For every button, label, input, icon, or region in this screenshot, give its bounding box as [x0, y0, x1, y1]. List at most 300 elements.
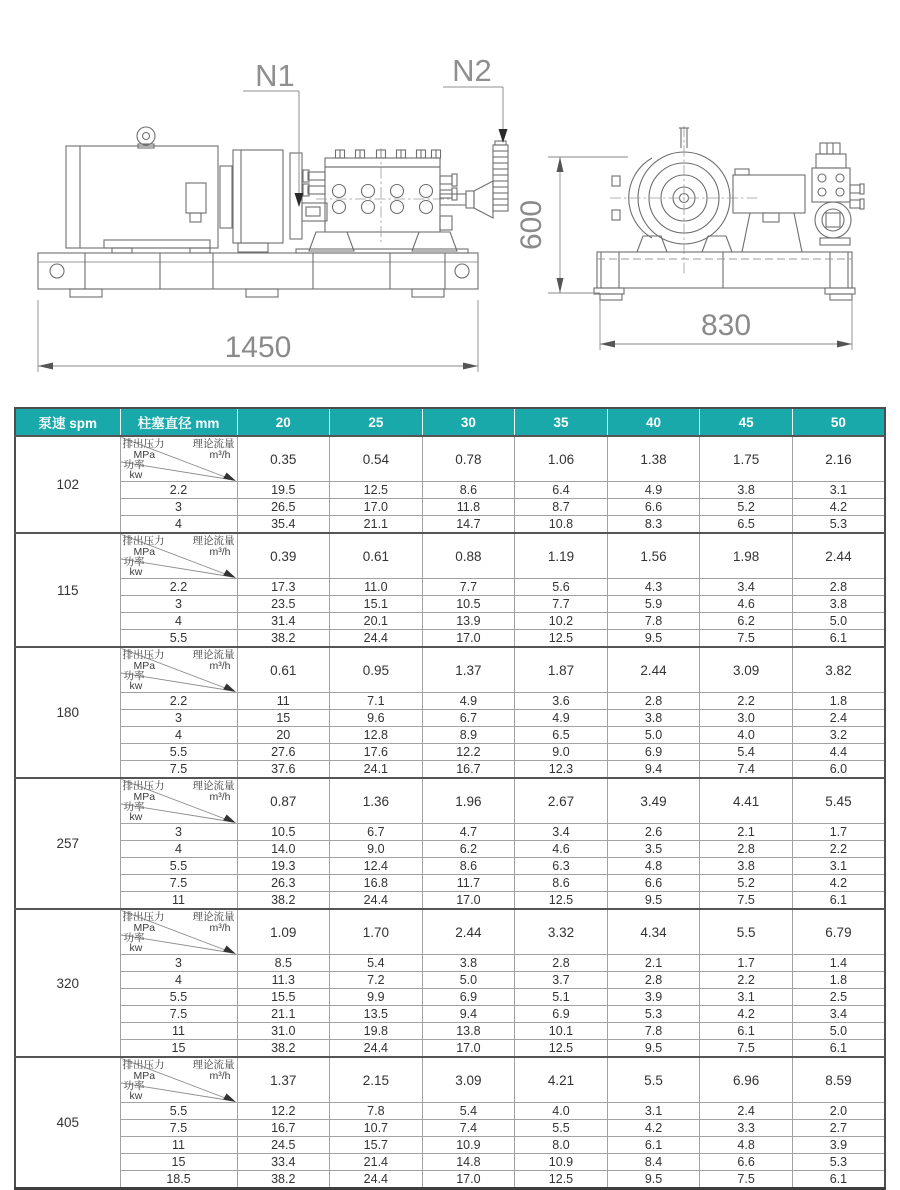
power-row [15, 727, 885, 744]
flow-value-cell: 1.56 [607, 533, 700, 579]
corner-arrow-icon [223, 684, 236, 693]
pressure-value-cell: 7.5 [120, 1120, 237, 1137]
power-value-cell: 7.7 [422, 579, 515, 596]
flow-value-cell: 5.5 [700, 909, 793, 955]
flow-value-cell: 3.09 [700, 647, 793, 693]
power-value-cell: 15.5 [237, 989, 330, 1006]
power-row [15, 1171, 885, 1189]
power-row [15, 1154, 885, 1171]
col-header-diameter: 25 [330, 408, 423, 436]
power-value-cell: 9.4 [422, 1006, 515, 1023]
power-value-cell: 8.6 [422, 858, 515, 875]
flow-label: 理论流量 [192, 649, 235, 661]
pressure-value-cell: 7.5 [120, 875, 237, 892]
power-label: 功率 [123, 459, 145, 471]
power-value-cell: 4.2 [792, 499, 885, 516]
flow-value-cell: 1.75 [700, 436, 793, 482]
power-value-cell: 9.6 [330, 710, 423, 727]
power-value-cell: 6.1 [792, 1171, 885, 1189]
pressure-label: 排出压力 [122, 649, 165, 661]
table-header-row [15, 408, 885, 436]
power-value-cell: 10.1 [515, 1023, 608, 1040]
power-value-cell: 11.7 [422, 875, 515, 892]
power-value-cell: 7.8 [607, 613, 700, 630]
power-value-cell: 7.4 [700, 761, 793, 779]
power-value-cell: 5.2 [700, 499, 793, 516]
power-unit: kw [129, 942, 143, 954]
power-value-cell: 6.2 [700, 613, 793, 630]
pump-speed-cell: 405 [15, 1057, 120, 1189]
pressure-label: 排出压力 [122, 1059, 165, 1071]
power-value-cell: 3.4 [515, 824, 608, 841]
pressure-unit: MPa [133, 1070, 156, 1082]
power-value-cell: 1.7 [700, 955, 793, 972]
flow-value-cell: 3.32 [515, 909, 608, 955]
flow-value-cell: 1.98 [700, 533, 793, 579]
power-value-cell: 38.2 [237, 1040, 330, 1058]
power-value-cell: 6.1 [792, 1040, 885, 1058]
power-value-cell: 9.0 [330, 841, 423, 858]
power-row [15, 693, 885, 710]
flow-label: 理论流量 [192, 780, 235, 792]
pressure-unit: MPa [133, 449, 156, 461]
n2-flange [493, 145, 508, 211]
power-value-cell: 9.5 [607, 1171, 700, 1189]
power-value-cell: 5.5 [515, 1120, 608, 1137]
power-value-cell: 5.9 [607, 596, 700, 613]
col-header-diameter: 30 [422, 408, 515, 436]
power-value-cell: 12.5 [515, 1171, 608, 1189]
col-header-diameter: 20 [237, 408, 330, 436]
power-value-cell: 27.6 [237, 744, 330, 761]
power-value-cell: 33.4 [237, 1154, 330, 1171]
col-header-pump-speed: 泵速 spm [15, 408, 120, 436]
power-value-cell: 12.5 [515, 892, 608, 910]
side-height-dimension [548, 157, 628, 293]
flow-value-cell: 8.59 [792, 1057, 885, 1103]
power-value-cell: 12.4 [330, 858, 423, 875]
pressure-value-cell: 5.5 [120, 1103, 237, 1120]
power-value-cell: 17.0 [422, 892, 515, 910]
flow-unit: m³/h [209, 546, 231, 558]
power-value-cell: 6.6 [607, 499, 700, 516]
power-value-cell: 16.7 [422, 761, 515, 779]
pressure-label: 排出压力 [122, 438, 165, 450]
pressure-value-cell: 15 [120, 1154, 237, 1171]
n1-label: N1 [255, 58, 295, 93]
pressure-unit: MPa [133, 660, 156, 672]
pressure-label: 排出压力 [122, 911, 165, 923]
flow-value-cell: 0.54 [330, 436, 423, 482]
power-value-cell: 21.4 [330, 1154, 423, 1171]
power-value-cell: 2.8 [607, 693, 700, 710]
power-value-cell: 6.5 [700, 516, 793, 534]
pressure-value-cell: 4 [120, 516, 237, 534]
corner-cell [120, 778, 237, 824]
power-value-cell: 6.9 [515, 1006, 608, 1023]
power-value-cell: 26.3 [237, 875, 330, 892]
power-row [15, 710, 885, 727]
power-value-cell: 31.4 [237, 613, 330, 630]
power-value-cell: 7.5 [700, 1171, 793, 1189]
power-value-cell: 12.2 [237, 1103, 330, 1120]
flow-value-cell: 0.61 [237, 647, 330, 693]
front-width-value: 1450 [224, 331, 292, 364]
power-value-cell: 1.8 [792, 972, 885, 989]
flow-unit: m³/h [209, 922, 231, 934]
power-value-cell: 5.4 [700, 744, 793, 761]
side-view-drawing [594, 126, 864, 300]
power-value-cell: 15 [237, 710, 330, 727]
power-value-cell: 2.7 [792, 1120, 885, 1137]
power-row [15, 596, 885, 613]
flow-value-cell: 5.45 [792, 778, 885, 824]
pressure-value-cell: 11 [120, 892, 237, 910]
lifting-eye-icon [137, 127, 155, 145]
power-unit: kw [129, 1090, 143, 1102]
flow-value-cell: 2.15 [330, 1057, 423, 1103]
power-value-cell: 4.9 [515, 710, 608, 727]
flow-value-cell: 0.61 [330, 533, 423, 579]
power-value-cell: 2.2 [792, 841, 885, 858]
flow-value-cell: 2.67 [515, 778, 608, 824]
power-value-cell: 3.8 [607, 710, 700, 727]
power-value-cell: 13.5 [330, 1006, 423, 1023]
power-value-cell: 5.0 [792, 1023, 885, 1040]
power-value-cell: 12.8 [330, 727, 423, 744]
corner-arrow-icon [223, 946, 236, 955]
power-unit: kw [129, 811, 143, 823]
power-value-cell: 3.1 [700, 989, 793, 1006]
power-value-cell: 3.4 [792, 1006, 885, 1023]
power-value-cell: 9.4 [607, 761, 700, 779]
power-value-cell: 10.8 [515, 516, 608, 534]
pressure-value-cell: 15 [120, 1040, 237, 1058]
power-value-cell: 3.9 [607, 989, 700, 1006]
power-value-cell: 37.6 [237, 761, 330, 779]
power-value-cell: 6.9 [607, 744, 700, 761]
pressure-value-cell: 3 [120, 596, 237, 613]
power-value-cell: 16.7 [237, 1120, 330, 1137]
power-label: 功率 [123, 1080, 145, 1092]
power-value-cell: 16.8 [330, 875, 423, 892]
flow-row [15, 778, 885, 824]
flow-value-cell: 1.38 [607, 436, 700, 482]
power-value-cell: 3.5 [607, 841, 700, 858]
power-value-cell: 5.0 [792, 613, 885, 630]
power-value-cell: 3.9 [792, 1137, 885, 1154]
power-value-cell: 3.1 [607, 1103, 700, 1120]
power-row [15, 1103, 885, 1120]
pressure-value-cell: 2.2 [120, 482, 237, 499]
power-label: 功率 [123, 556, 145, 568]
power-value-cell: 3.7 [515, 972, 608, 989]
n2-label: N2 [452, 53, 492, 88]
power-row [15, 1006, 885, 1023]
power-value-cell: 17.0 [422, 630, 515, 648]
power-value-cell: 7.2 [330, 972, 423, 989]
flow-row [15, 909, 885, 955]
side-width-value: 830 [700, 309, 752, 342]
power-value-cell: 6.6 [700, 1154, 793, 1171]
power-value-cell: 2.6 [607, 824, 700, 841]
power-value-cell: 7.8 [330, 1103, 423, 1120]
power-value-cell: 3.8 [700, 482, 793, 499]
flow-value-cell: 2.44 [792, 533, 885, 579]
power-value-cell: 6.7 [422, 710, 515, 727]
power-value-cell: 6.7 [330, 824, 423, 841]
corner-cell [120, 909, 237, 955]
flow-value-cell: 0.95 [330, 647, 423, 693]
corner-cell [120, 436, 237, 482]
power-value-cell: 24.4 [330, 1040, 423, 1058]
power-value-cell: 2.2 [700, 972, 793, 989]
flow-value-cell: 4.34 [607, 909, 700, 955]
pressure-value-cell: 11 [120, 1023, 237, 1040]
corner-arrow-icon [223, 570, 236, 579]
power-row [15, 972, 885, 989]
power-value-cell: 17.3 [237, 579, 330, 596]
power-value-cell: 7.1 [330, 693, 423, 710]
power-value-cell: 2.4 [792, 710, 885, 727]
power-value-cell: 8.6 [422, 482, 515, 499]
flow-unit: m³/h [209, 449, 231, 461]
power-value-cell: 3.3 [700, 1120, 793, 1137]
flow-value-cell: 1.37 [422, 647, 515, 693]
pump-speed-cell: 180 [15, 647, 120, 778]
pressure-value-cell: 3 [120, 710, 237, 727]
power-value-cell: 2.1 [607, 955, 700, 972]
power-value-cell: 23.5 [237, 596, 330, 613]
power-value-cell: 4.7 [422, 824, 515, 841]
pump-spec-table [14, 407, 886, 1190]
flow-unit: m³/h [209, 660, 231, 672]
side-height-value: 600 [515, 199, 548, 251]
power-value-cell: 11 [237, 693, 330, 710]
power-value-cell: 2.8 [607, 972, 700, 989]
power-value-cell: 14.7 [422, 516, 515, 534]
power-value-cell: 24.4 [330, 1171, 423, 1189]
power-value-cell: 4.0 [700, 727, 793, 744]
corner-cell [120, 1057, 237, 1103]
flow-value-cell: 0.88 [422, 533, 515, 579]
flow-value-cell: 0.87 [237, 778, 330, 824]
corner-arrow-icon [223, 473, 236, 482]
pump-speed-cell: 257 [15, 778, 120, 909]
power-value-cell: 21.1 [330, 516, 423, 534]
power-value-cell: 6.1 [792, 630, 885, 648]
power-value-cell: 11.0 [330, 579, 423, 596]
power-value-cell: 24.1 [330, 761, 423, 779]
power-row [15, 989, 885, 1006]
power-row [15, 1137, 885, 1154]
power-value-cell: 2.8 [515, 955, 608, 972]
power-value-cell: 4.6 [515, 841, 608, 858]
power-value-cell: 6.2 [422, 841, 515, 858]
pressure-value-cell: 3 [120, 824, 237, 841]
power-value-cell: 4.2 [607, 1120, 700, 1137]
power-row [15, 892, 885, 910]
pump-speed-cell: 102 [15, 436, 120, 533]
power-value-cell: 10.5 [237, 824, 330, 841]
flow-value-cell: 1.37 [237, 1057, 330, 1103]
power-value-cell: 38.2 [237, 892, 330, 910]
power-value-cell: 9.5 [607, 1040, 700, 1058]
power-unit: kw [129, 680, 143, 692]
pressure-unit: MPa [133, 922, 156, 934]
power-value-cell: 19.5 [237, 482, 330, 499]
pressure-value-cell: 5.5 [120, 630, 237, 648]
power-value-cell: 6.9 [422, 989, 515, 1006]
flow-value-cell: 2.44 [607, 647, 700, 693]
power-value-cell: 24.4 [330, 630, 423, 648]
power-row [15, 1040, 885, 1058]
corner-cell [120, 647, 237, 693]
power-value-cell: 7.5 [700, 892, 793, 910]
pump-speed-cell: 320 [15, 909, 120, 1057]
pump-speed-cell: 115 [15, 533, 120, 647]
power-value-cell: 6.1 [792, 892, 885, 910]
flow-value-cell: 1.87 [515, 647, 608, 693]
power-value-cell: 7.5 [700, 1040, 793, 1058]
flow-value-cell: 0.35 [237, 436, 330, 482]
power-value-cell: 4.6 [700, 596, 793, 613]
flow-label: 理论流量 [192, 535, 235, 547]
power-value-cell: 5.6 [515, 579, 608, 596]
flow-value-cell: 6.79 [792, 909, 885, 955]
pressure-value-cell: 5.5 [120, 989, 237, 1006]
pressure-value-cell: 11 [120, 1137, 237, 1154]
power-value-cell: 1.4 [792, 955, 885, 972]
power-value-cell: 10.2 [515, 613, 608, 630]
power-row [15, 955, 885, 972]
pressure-value-cell: 3 [120, 499, 237, 516]
flow-value-cell: 0.39 [237, 533, 330, 579]
power-value-cell: 5.2 [700, 875, 793, 892]
power-value-cell: 1.8 [792, 693, 885, 710]
power-row [15, 613, 885, 630]
power-value-cell: 5.3 [792, 516, 885, 534]
power-value-cell: 5.0 [422, 972, 515, 989]
power-value-cell: 3.4 [700, 579, 793, 596]
power-value-cell: 3.2 [792, 727, 885, 744]
col-header-plunger-diameter: 柱塞直径 mm [120, 408, 237, 436]
power-value-cell: 4.4 [792, 744, 885, 761]
power-value-cell: 10.5 [422, 596, 515, 613]
flow-value-cell: 0.78 [422, 436, 515, 482]
front-view-drawing [38, 127, 508, 297]
power-unit: kw [129, 469, 143, 481]
pressure-value-cell: 4 [120, 727, 237, 744]
power-value-cell: 17.0 [422, 1171, 515, 1189]
flow-value-cell: 3.09 [422, 1057, 515, 1103]
power-value-cell: 3.8 [422, 955, 515, 972]
flow-value-cell: 2.44 [422, 909, 515, 955]
power-row [15, 516, 885, 534]
power-row [15, 1120, 885, 1137]
power-value-cell: 6.5 [515, 727, 608, 744]
col-header-diameter: 35 [515, 408, 608, 436]
corner-cell [120, 533, 237, 579]
col-header-diameter: 45 [700, 408, 793, 436]
power-value-cell: 26.5 [237, 499, 330, 516]
pressure-unit: MPa [133, 546, 156, 558]
power-value-cell: 15.7 [330, 1137, 423, 1154]
power-value-cell: 3.8 [792, 596, 885, 613]
pressure-value-cell: 5.5 [120, 744, 237, 761]
flow-value-cell: 1.36 [330, 778, 423, 824]
power-value-cell: 8.6 [515, 875, 608, 892]
flow-value-cell: 1.06 [515, 436, 608, 482]
power-value-cell: 3.1 [792, 482, 885, 499]
flow-label: 理论流量 [192, 911, 235, 923]
flow-value-cell: 6.96 [700, 1057, 793, 1103]
pressure-value-cell: 2.2 [120, 693, 237, 710]
flow-value-cell: 4.21 [515, 1057, 608, 1103]
power-value-cell: 5.0 [607, 727, 700, 744]
power-value-cell: 9.5 [607, 630, 700, 648]
power-value-cell: 4.8 [607, 858, 700, 875]
power-value-cell: 8.4 [607, 1154, 700, 1171]
power-row [15, 579, 885, 596]
power-value-cell: 10.9 [515, 1154, 608, 1171]
power-value-cell: 2.0 [792, 1103, 885, 1120]
power-value-cell: 6.1 [700, 1023, 793, 1040]
flow-value-cell: 5.5 [607, 1057, 700, 1103]
flow-value-cell: 3.82 [792, 647, 885, 693]
power-value-cell: 2.5 [792, 989, 885, 1006]
flow-value-cell: 4.41 [700, 778, 793, 824]
power-value-cell: 38.2 [237, 1171, 330, 1189]
power-row [15, 630, 885, 648]
pressure-value-cell: 4 [120, 841, 237, 858]
power-value-cell: 2.4 [700, 1103, 793, 1120]
power-value-cell: 7.5 [700, 630, 793, 648]
power-value-cell: 5.1 [515, 989, 608, 1006]
flow-row [15, 533, 885, 579]
flow-value-cell: 1.09 [237, 909, 330, 955]
power-value-cell: 1.7 [792, 824, 885, 841]
power-value-cell: 4.9 [607, 482, 700, 499]
power-value-cell: 6.6 [607, 875, 700, 892]
power-value-cell: 6.1 [607, 1137, 700, 1154]
pressure-value-cell: 3 [120, 955, 237, 972]
power-value-cell: 17.0 [422, 1040, 515, 1058]
power-value-cell: 14.0 [237, 841, 330, 858]
flow-label: 理论流量 [192, 1059, 235, 1071]
power-value-cell: 7.4 [422, 1120, 515, 1137]
power-value-cell: 8.0 [515, 1137, 608, 1154]
pressure-value-cell: 18.5 [120, 1171, 237, 1189]
power-value-cell: 9.0 [515, 744, 608, 761]
power-row [15, 744, 885, 761]
power-value-cell: 21.1 [237, 1006, 330, 1023]
power-value-cell: 12.5 [330, 482, 423, 499]
power-value-cell: 12.5 [515, 1040, 608, 1058]
flow-label: 理论流量 [192, 438, 235, 450]
power-value-cell: 9.9 [330, 989, 423, 1006]
flow-value-cell: 1.96 [422, 778, 515, 824]
power-label: 功率 [123, 801, 145, 813]
power-value-cell: 38.2 [237, 630, 330, 648]
flow-value-cell: 3.49 [607, 778, 700, 824]
power-value-cell: 13.8 [422, 1023, 515, 1040]
technical-drawing [0, 0, 900, 400]
power-value-cell: 2.1 [700, 824, 793, 841]
power-row [15, 499, 885, 516]
power-value-cell: 24.5 [237, 1137, 330, 1154]
power-unit: kw [129, 566, 143, 578]
